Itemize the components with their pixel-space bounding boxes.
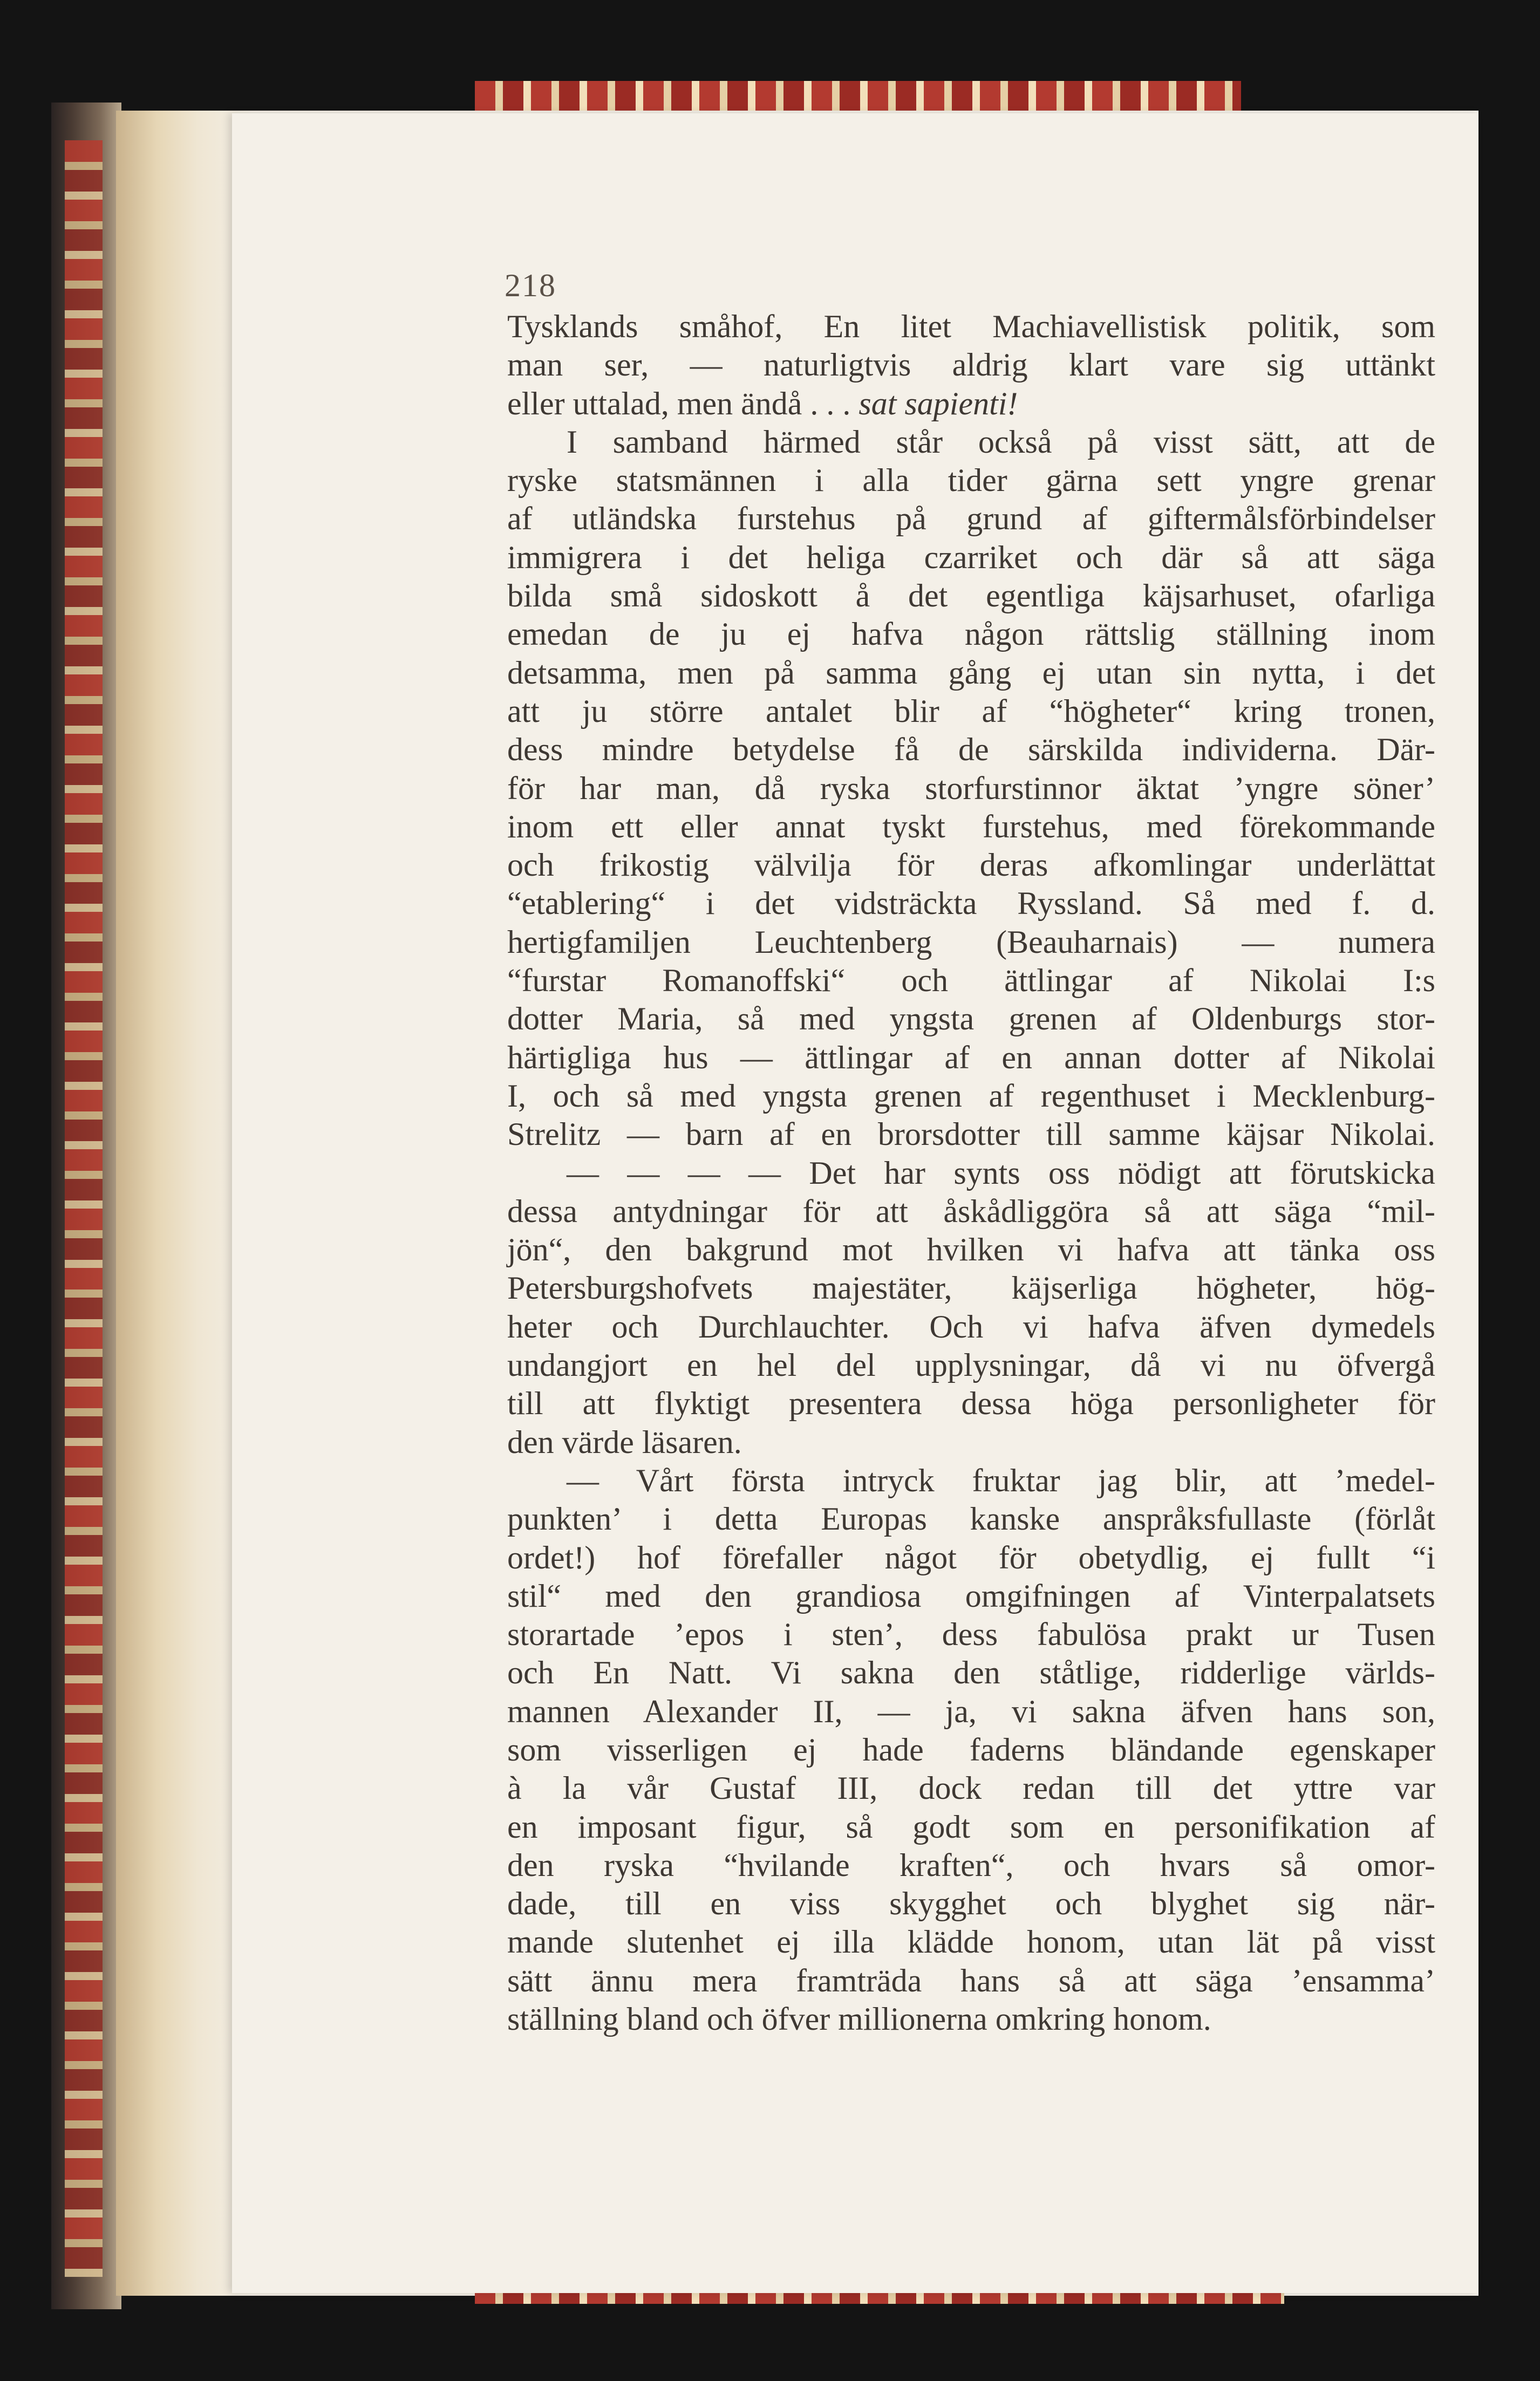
body-text (507, 308, 1435, 2038)
text-line: dotter Maria, så med yngsta grenen af Oldenburgs stor- (507, 1001, 1435, 1037)
text-line: härtigliga hus — ättlingar af en annan dotter af Nikolai (507, 1039, 1435, 1075)
text-line: mannen Alexander II, — ja, vi sakna äfven hans son, (507, 1693, 1435, 1729)
text-line: ordet!) hof förefaller något för obetydlig, ej fullt “i (507, 1539, 1435, 1575)
binding-pattern (65, 140, 103, 2277)
text-line: undangjort en hel del upplysningar, då vi nu öfvergå (507, 1347, 1435, 1383)
text-line: mande slutenhet ej illa klädde honom, utan lät på visst (507, 1924, 1435, 1960)
text-line: jön“, den bakgrund mot hvilken vi hafva att tänka oss (507, 1232, 1435, 1268)
text-line: och En Natt. Vi sakna den ståtlige, ridderlige världs- (507, 1655, 1435, 1691)
text-line: dess mindre betydelse få de särskilda individerna. Där- (507, 732, 1435, 768)
text-line: den ryska “hvilande kraften“, och hvars så omor- (507, 1847, 1435, 1883)
text-line: “etablering“ i det vidsträckta Ryssland. Så med f. d. (507, 885, 1435, 922)
text-line: den värde läsaren. (507, 1424, 742, 1460)
text-line: storartade ’epos i sten’, dess fabulösa prakt ur Tusen (507, 1616, 1435, 1653)
text-line: för har man, då ryska storfurstinnor äktat ’yngre söner’ (507, 770, 1435, 806)
text-line: hertigfamiljen Leuchtenberg (Beauharnais) — numera (507, 924, 1435, 960)
page-number: 218 (505, 268, 556, 303)
text-line: sätt ännu mera framträda hans så att säga ’ensamma’ (507, 1962, 1435, 1998)
text-line: heter och Durchlauchter. Och vi hafva äfven dymedels (507, 1308, 1435, 1345)
text-line: Petersburgshofvets majestäter, käjserliga högheter, hög- (507, 1270, 1435, 1306)
text-line: som visserligen ej hade faderns bländande egenskaper (507, 1731, 1435, 1768)
text-line: “furstar Romanoffski“ och ättlingar af Nikolai I:s (507, 963, 1435, 999)
text-line: ställning bland och öfver millionerna omkring honom. (507, 2001, 1211, 2037)
text-line: att ju större antalet blir af “högheter“ kring tronen, (507, 693, 1435, 729)
text-line: till att flyktigt presentera dessa höga personligheter för (507, 1386, 1435, 1422)
text-line: af utländska furstehus på grund af giftermålsförbindelser (507, 501, 1435, 537)
text-line: I samband härmed står också på visst sätt, att de (567, 424, 1435, 460)
text-line: inom ett eller annat tyskt furstehus, med förekommande (507, 808, 1435, 844)
text-line: och frikostig välvilja för deras afkomlingar underlättat (507, 847, 1435, 883)
text-line: emedan de ju ej hafva någon rättslig ställning inom (507, 616, 1435, 652)
text-line: bilda små sidoskott å det egentliga käjsarhuset, ofarliga (507, 578, 1435, 614)
italic-phrase: sat sapienti! (858, 385, 1018, 421)
text-line: — Vårt första intryck fruktar jag blir, att ’medel- (567, 1462, 1435, 1498)
text-line: Strelitz — barn af en brorsdotter till samme käjsar Nikolai. (507, 1116, 1435, 1152)
text-line: stil“ med den grandiosa omgifningen af Vinterpalatsets (507, 1578, 1435, 1614)
text-line: immigrera i det heliga czarriket och där så att säga (507, 539, 1435, 575)
text-line: I, och så med yngsta grenen af regenthuset i Mecklenburg- (507, 1077, 1435, 1114)
text-line: dade, till en viss skygghet och blyghet sig när- (507, 1886, 1435, 1922)
text-line: detsamma, men på samma gång ej utan sin nytta, i det (507, 654, 1435, 691)
text-line: man ser, — naturligtvis aldrig klart vare sig uttänkt (507, 347, 1435, 383)
text-line: punkten’ i detta Europas kanske anspråksfullaste (förlåt (507, 1501, 1435, 1537)
text-line: Tysklands småhof, En litet Machiavellistisk politik, som (507, 309, 1435, 344)
text-line (507, 385, 1435, 423)
text-line: à la vår Gustaf III, dock redan till det yttre var (507, 1770, 1435, 1806)
text-line: dessa antydningar för att åskådliggöra så att säga “mil- (507, 1193, 1435, 1229)
text-line: — — — — Det har synts oss nödigt att förutskicka (567, 1155, 1435, 1191)
text-line-main: eller uttalad, men ändå . . . sat sapienti! (507, 385, 1018, 421)
text-line: ryske statsmännen i alla tider gärna sett yngre grenar (507, 462, 1435, 499)
text-line: en imposant figur, så godt som en personifikation af (507, 1809, 1435, 1845)
